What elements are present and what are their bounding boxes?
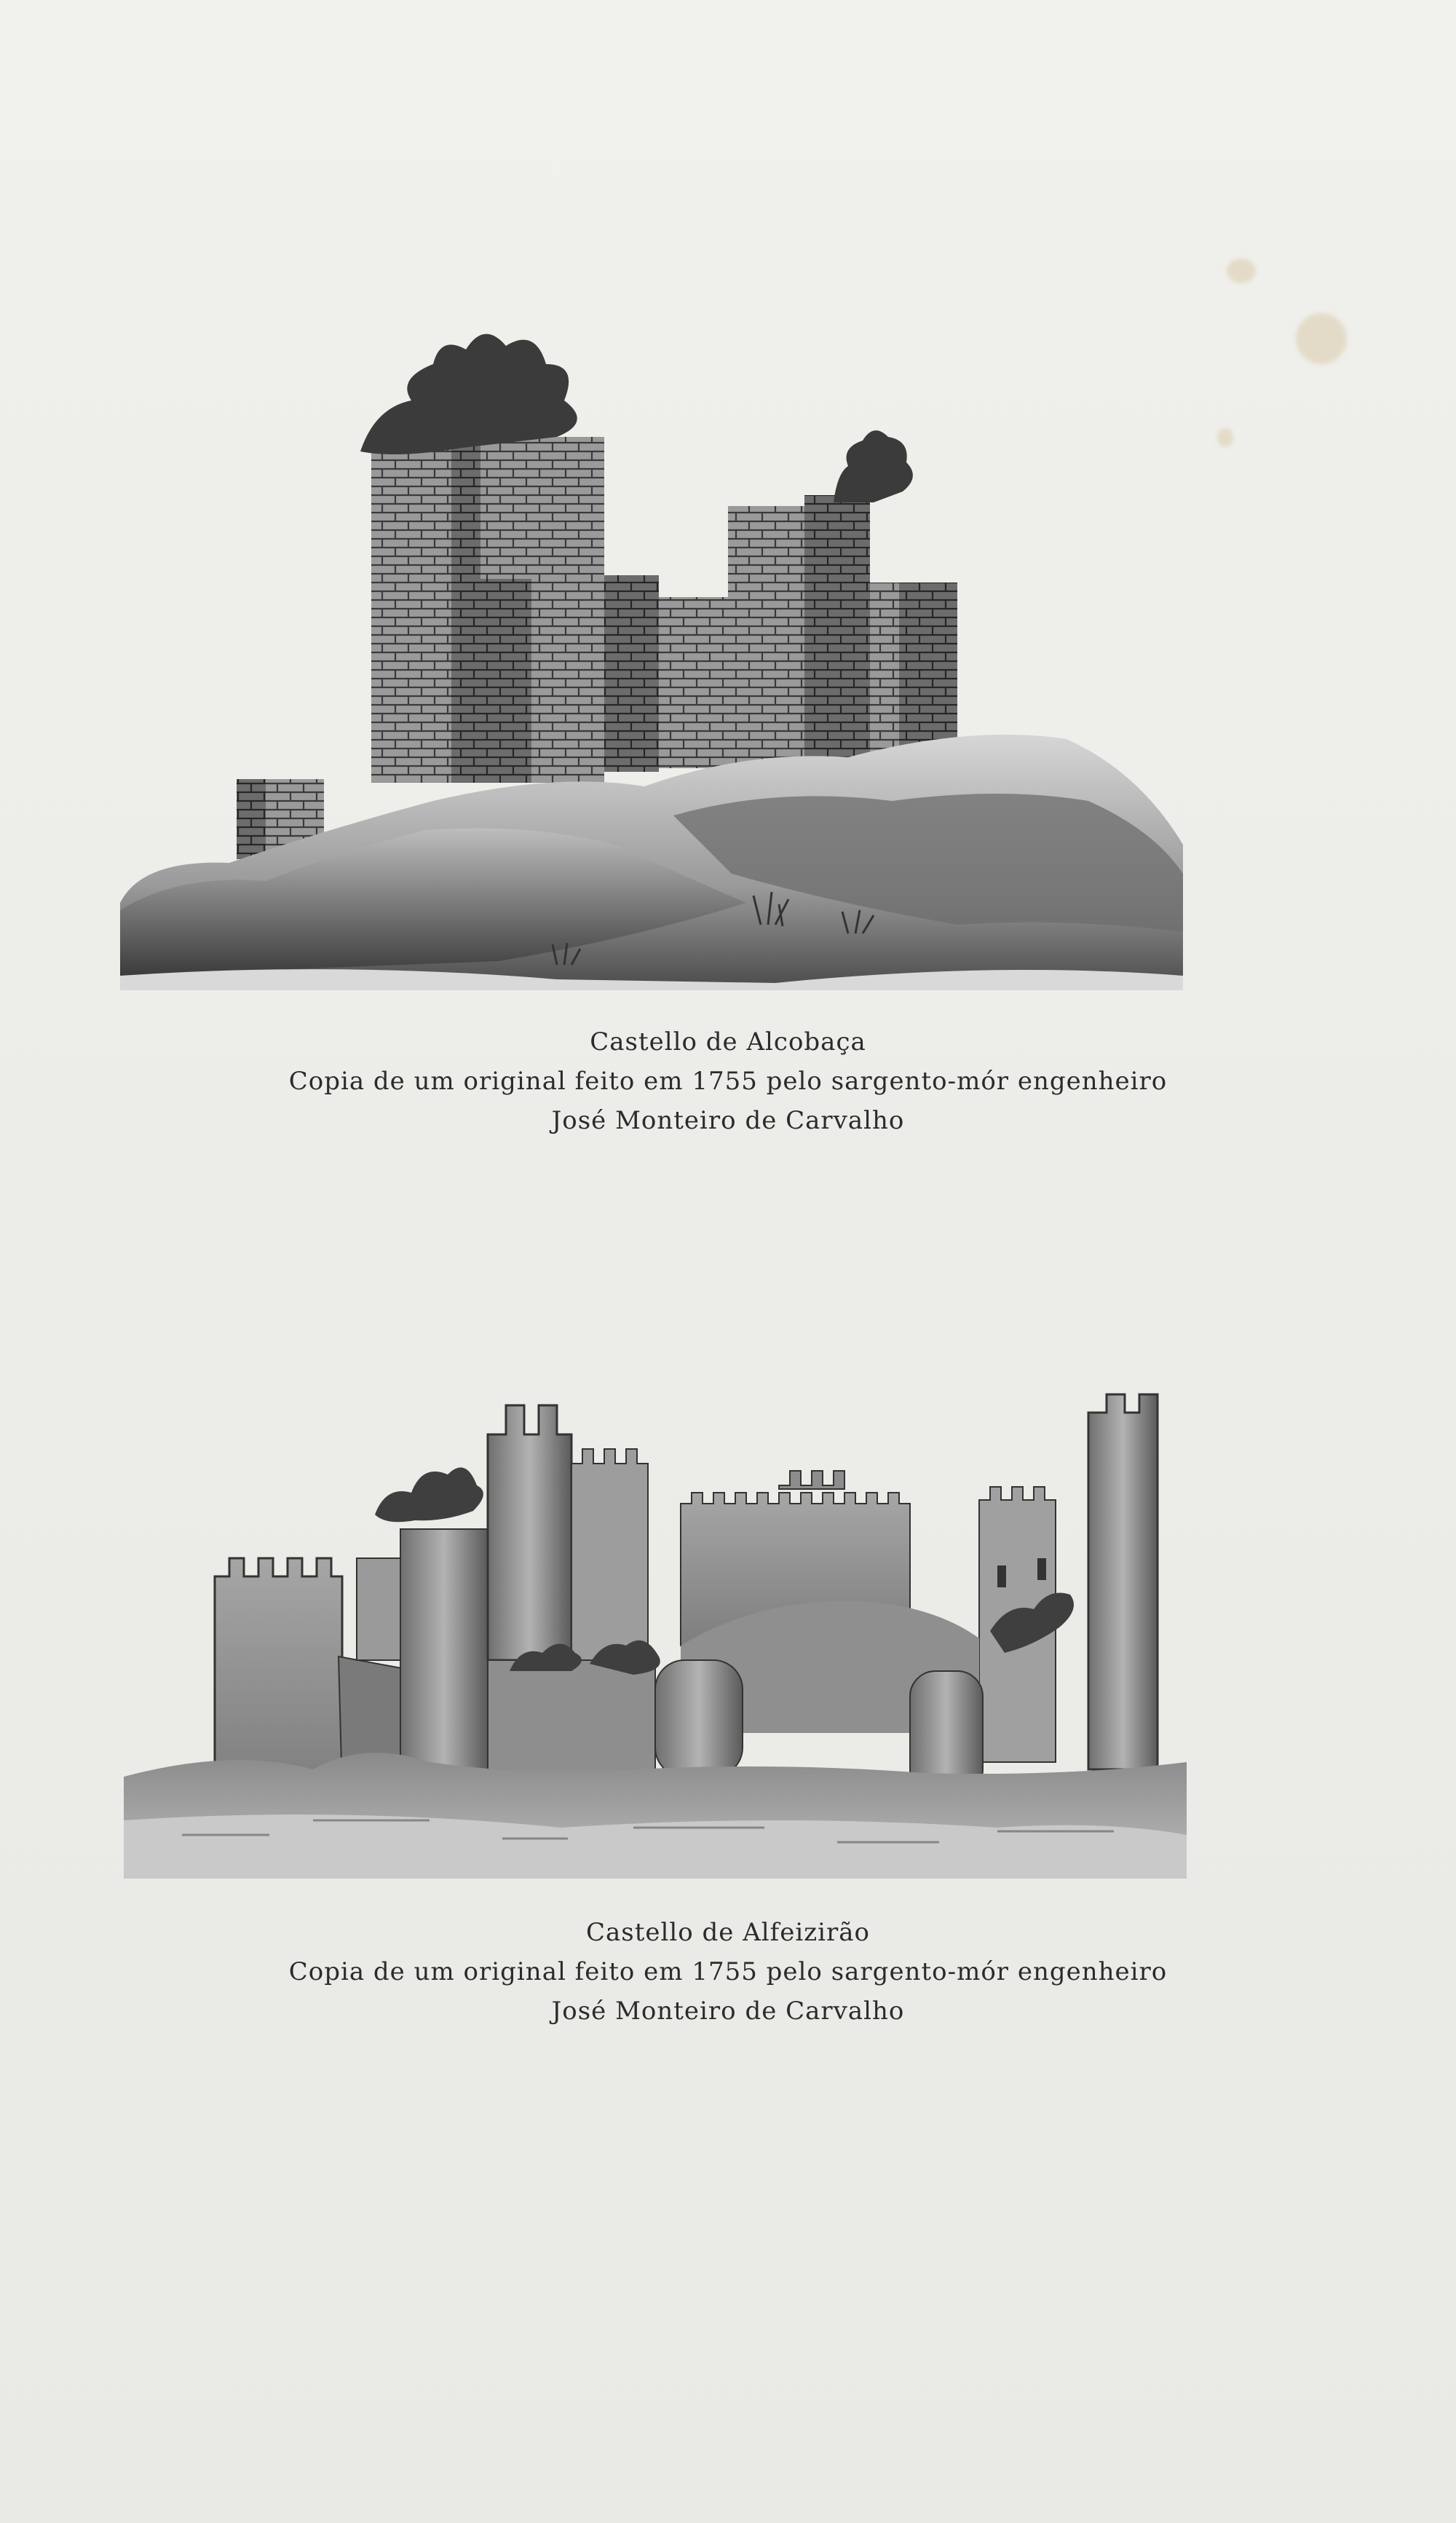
- paper-stain: [1227, 258, 1256, 283]
- plate-description: Copia de um original feito em 1755 pelo sargento-mór engenheiro: [288, 1067, 1168, 1096]
- paper-stain: [1296, 313, 1347, 364]
- plate-author: José Monteiro de Carvalho: [551, 1997, 905, 2026]
- alfeizirao-caption: [0, 1913, 1456, 2031]
- plate-description: Copia de um original feito em 1755 pelo sargento-mór engenheiro: [288, 1957, 1168, 1986]
- plate-title: Castello de Alfeizirão: [585, 1918, 871, 1947]
- alcobaca-caption: [0, 1022, 1456, 1140]
- plate-author: José Monteiro de Carvalho: [551, 1106, 905, 1135]
- paper-stain: [1217, 428, 1233, 447]
- alcobaca-castle-illustration: [120, 320, 1183, 990]
- plate-title: Castello de Alcobaça: [590, 1027, 866, 1057]
- alfeizirao-castle-illustration: [124, 1383, 1187, 1879]
